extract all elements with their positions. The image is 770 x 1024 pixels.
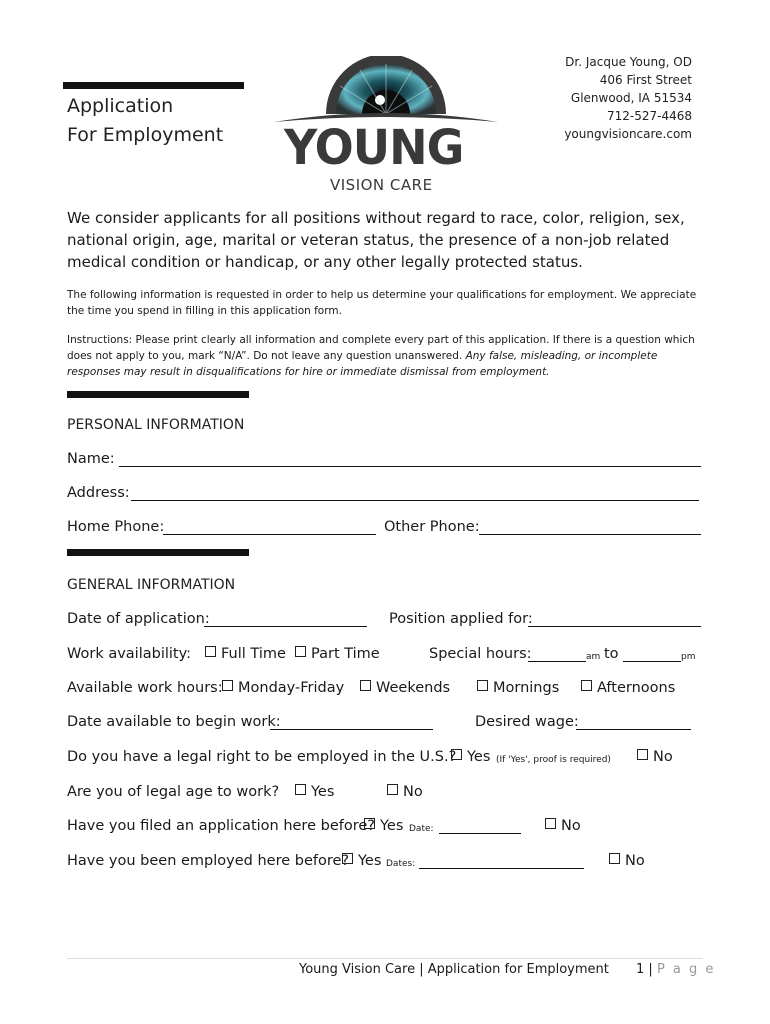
- practice-contact: [564, 53, 692, 143]
- employed-before-no-option[interactable]: [609, 853, 645, 869]
- am-label: am: [586, 652, 601, 662]
- mornings-label: Mornings: [493, 680, 560, 696]
- street-address: 406 First Street: [599, 73, 692, 87]
- home-phone-label: Home Phone:: [67, 519, 165, 535]
- section-rule-general: [67, 549, 249, 556]
- filed-date-field[interactable]: [439, 818, 521, 834]
- name-label: Name:: [67, 451, 115, 467]
- monday-friday-checkbox[interactable]: [222, 680, 233, 691]
- page-word: P a g e: [656, 962, 716, 977]
- filed-before-no-option[interactable]: [545, 818, 581, 834]
- legal-right-question: Do you have a legal right to be employed in the U.S.?: [67, 749, 457, 765]
- legal-right-no-checkbox[interactable]: [637, 749, 648, 760]
- date-of-application-label: Date of application:: [67, 611, 210, 627]
- employed-dates-label: Dates:: [386, 859, 416, 869]
- yes-label: Yes: [311, 784, 335, 800]
- filed-before-no-checkbox[interactable]: [545, 818, 556, 829]
- phone-number: 712-527-4468: [606, 109, 692, 123]
- instructions: Instructions: Please print clearly all information and complete every part of this application. If there is a question which does not apply to you, mark “N/A”. Do not leave any question unanswered.: [67, 334, 695, 362]
- full-time-label: Full Time: [221, 646, 286, 662]
- young-vision-care-logo: [270, 56, 502, 196]
- purpose-text: The following information is requested in order to help us determine your qualifications for employment. We appreciate the time you spend in filling in this application form.: [67, 289, 697, 317]
- address-field[interactable]: [131, 485, 699, 501]
- footer-rule: [67, 958, 703, 959]
- work-availability-label: Work availability:: [67, 646, 192, 662]
- mornings-checkbox[interactable]: [477, 680, 488, 691]
- proof-note: (If 'Yes', proof is required): [496, 755, 611, 765]
- legal-age-no-checkbox[interactable]: [387, 784, 398, 795]
- footer-text: Young Vision Care | Application for Employment: [299, 962, 609, 977]
- doctor-name: Dr. Jacque Young, OD: [565, 55, 692, 69]
- desired-wage-field[interactable]: [576, 714, 691, 730]
- name-field[interactable]: [119, 451, 701, 467]
- city-state-zip: Glenwood, IA 51534: [570, 91, 692, 105]
- no-label: No: [403, 784, 423, 800]
- available-hours-row: [67, 680, 707, 702]
- name-row: [67, 451, 707, 473]
- page-number: [636, 962, 715, 977]
- date-available-field[interactable]: [270, 714, 433, 730]
- page-separator: |: [648, 962, 653, 977]
- filed-before-yes-checkbox[interactable]: [364, 818, 375, 829]
- filed-date-label: Date:: [409, 824, 434, 834]
- weekends-label: Weekends: [376, 680, 451, 696]
- filed-before-row: [67, 818, 707, 840]
- logo-tagline: VISION CARE: [330, 176, 433, 194]
- no-label: No: [561, 818, 581, 834]
- title-line-1: Application: [67, 95, 174, 117]
- legal-age-yes-checkbox[interactable]: [295, 784, 306, 795]
- weekends-option[interactable]: [360, 680, 450, 696]
- section-heading-personal: PERSONAL INFORMATION: [67, 417, 245, 433]
- employed-before-row: [67, 853, 707, 875]
- employed-before-yes-checkbox[interactable]: [342, 853, 353, 864]
- legal-right-yes-option[interactable]: [451, 749, 490, 765]
- part-time-label: Part Time: [311, 646, 380, 662]
- mornings-option[interactable]: [477, 680, 559, 696]
- legal-right-no-option[interactable]: [637, 749, 673, 765]
- page-num: 1: [636, 962, 645, 977]
- monday-friday-option[interactable]: [222, 680, 344, 696]
- full-time-checkbox[interactable]: [205, 646, 216, 657]
- no-label: No: [653, 749, 673, 765]
- address-row: [67, 485, 707, 507]
- legal-age-row: [67, 784, 707, 806]
- desired-wage-label: Desired wage:: [475, 714, 579, 730]
- website: youngvisioncare.com: [564, 127, 692, 141]
- special-hours-end-field[interactable]: [623, 646, 681, 662]
- date-available-label: Date available to begin work:: [67, 714, 281, 730]
- yes-label: Yes: [380, 818, 404, 834]
- employed-before-no-checkbox[interactable]: [609, 853, 620, 864]
- employed-before-question: Have you been employed here before?: [67, 853, 350, 869]
- work-availability-row: [67, 646, 707, 668]
- warning: Any false, misleading, or incomplete responses may result in disqualifications for hire or immediate dismissal from employment.: [67, 350, 658, 378]
- full-time-option[interactable]: [205, 646, 286, 662]
- legal-right-row: [67, 749, 707, 771]
- weekends-checkbox[interactable]: [360, 680, 371, 691]
- other-phone-field[interactable]: [479, 519, 701, 535]
- afternoons-option[interactable]: [581, 680, 675, 696]
- phone-row: [67, 519, 707, 541]
- no-label: No: [625, 853, 645, 869]
- home-phone-field[interactable]: [163, 519, 376, 535]
- date-position-row: [67, 611, 707, 633]
- section-rule-personal: [67, 391, 249, 398]
- date-of-application-field[interactable]: [204, 611, 367, 627]
- employed-before-yes-option[interactable]: [342, 853, 381, 869]
- legal-right-yes-checkbox[interactable]: [451, 749, 462, 760]
- position-applied-label: Position applied for:: [389, 611, 533, 627]
- pm-label: pm: [681, 652, 696, 662]
- legal-age-question: Are you of legal age to work?: [67, 784, 280, 800]
- available-hours-label: Available work hours:: [67, 680, 223, 696]
- section-heading-general: GENERAL INFORMATION: [67, 577, 236, 593]
- logo-wordmark: YOUNG: [284, 118, 464, 176]
- part-time-option[interactable]: [295, 646, 380, 662]
- header-rule: [63, 82, 244, 89]
- title-line-2: For Employment: [67, 124, 224, 146]
- special-hours-label: Special hours:: [429, 646, 532, 662]
- yes-label: Yes: [358, 853, 382, 869]
- yes-label: Yes: [467, 749, 491, 765]
- page-title: [67, 92, 223, 150]
- other-phone-label: Other Phone:: [384, 519, 480, 535]
- legal-age-no-option[interactable]: [387, 784, 423, 800]
- position-applied-field[interactable]: [528, 611, 701, 627]
- part-time-checkbox[interactable]: [295, 646, 306, 657]
- special-hours-start-field[interactable]: [528, 646, 586, 662]
- to-label: to: [604, 646, 619, 662]
- equal-opportunity-statement: We consider applicants for all positions without regard to race, color, religion, sex, national origin, age, marital or veteran status, the presence of a non-job related medical condition or handicap, or any other legally protected status.: [67, 209, 685, 271]
- date-available-row: [67, 714, 707, 736]
- afternoons-label: Afternoons: [597, 680, 676, 696]
- filed-before-question: Have you filed an application here before?: [67, 818, 375, 834]
- monday-friday-label: Monday-Friday: [238, 680, 345, 696]
- afternoons-checkbox[interactable]: [581, 680, 592, 691]
- legal-age-yes-option[interactable]: [295, 784, 334, 800]
- filed-before-yes-option[interactable]: [364, 818, 403, 834]
- address-label: Address:: [67, 485, 130, 501]
- employed-dates-field[interactable]: [419, 853, 584, 869]
- instructions-text: [67, 332, 707, 380]
